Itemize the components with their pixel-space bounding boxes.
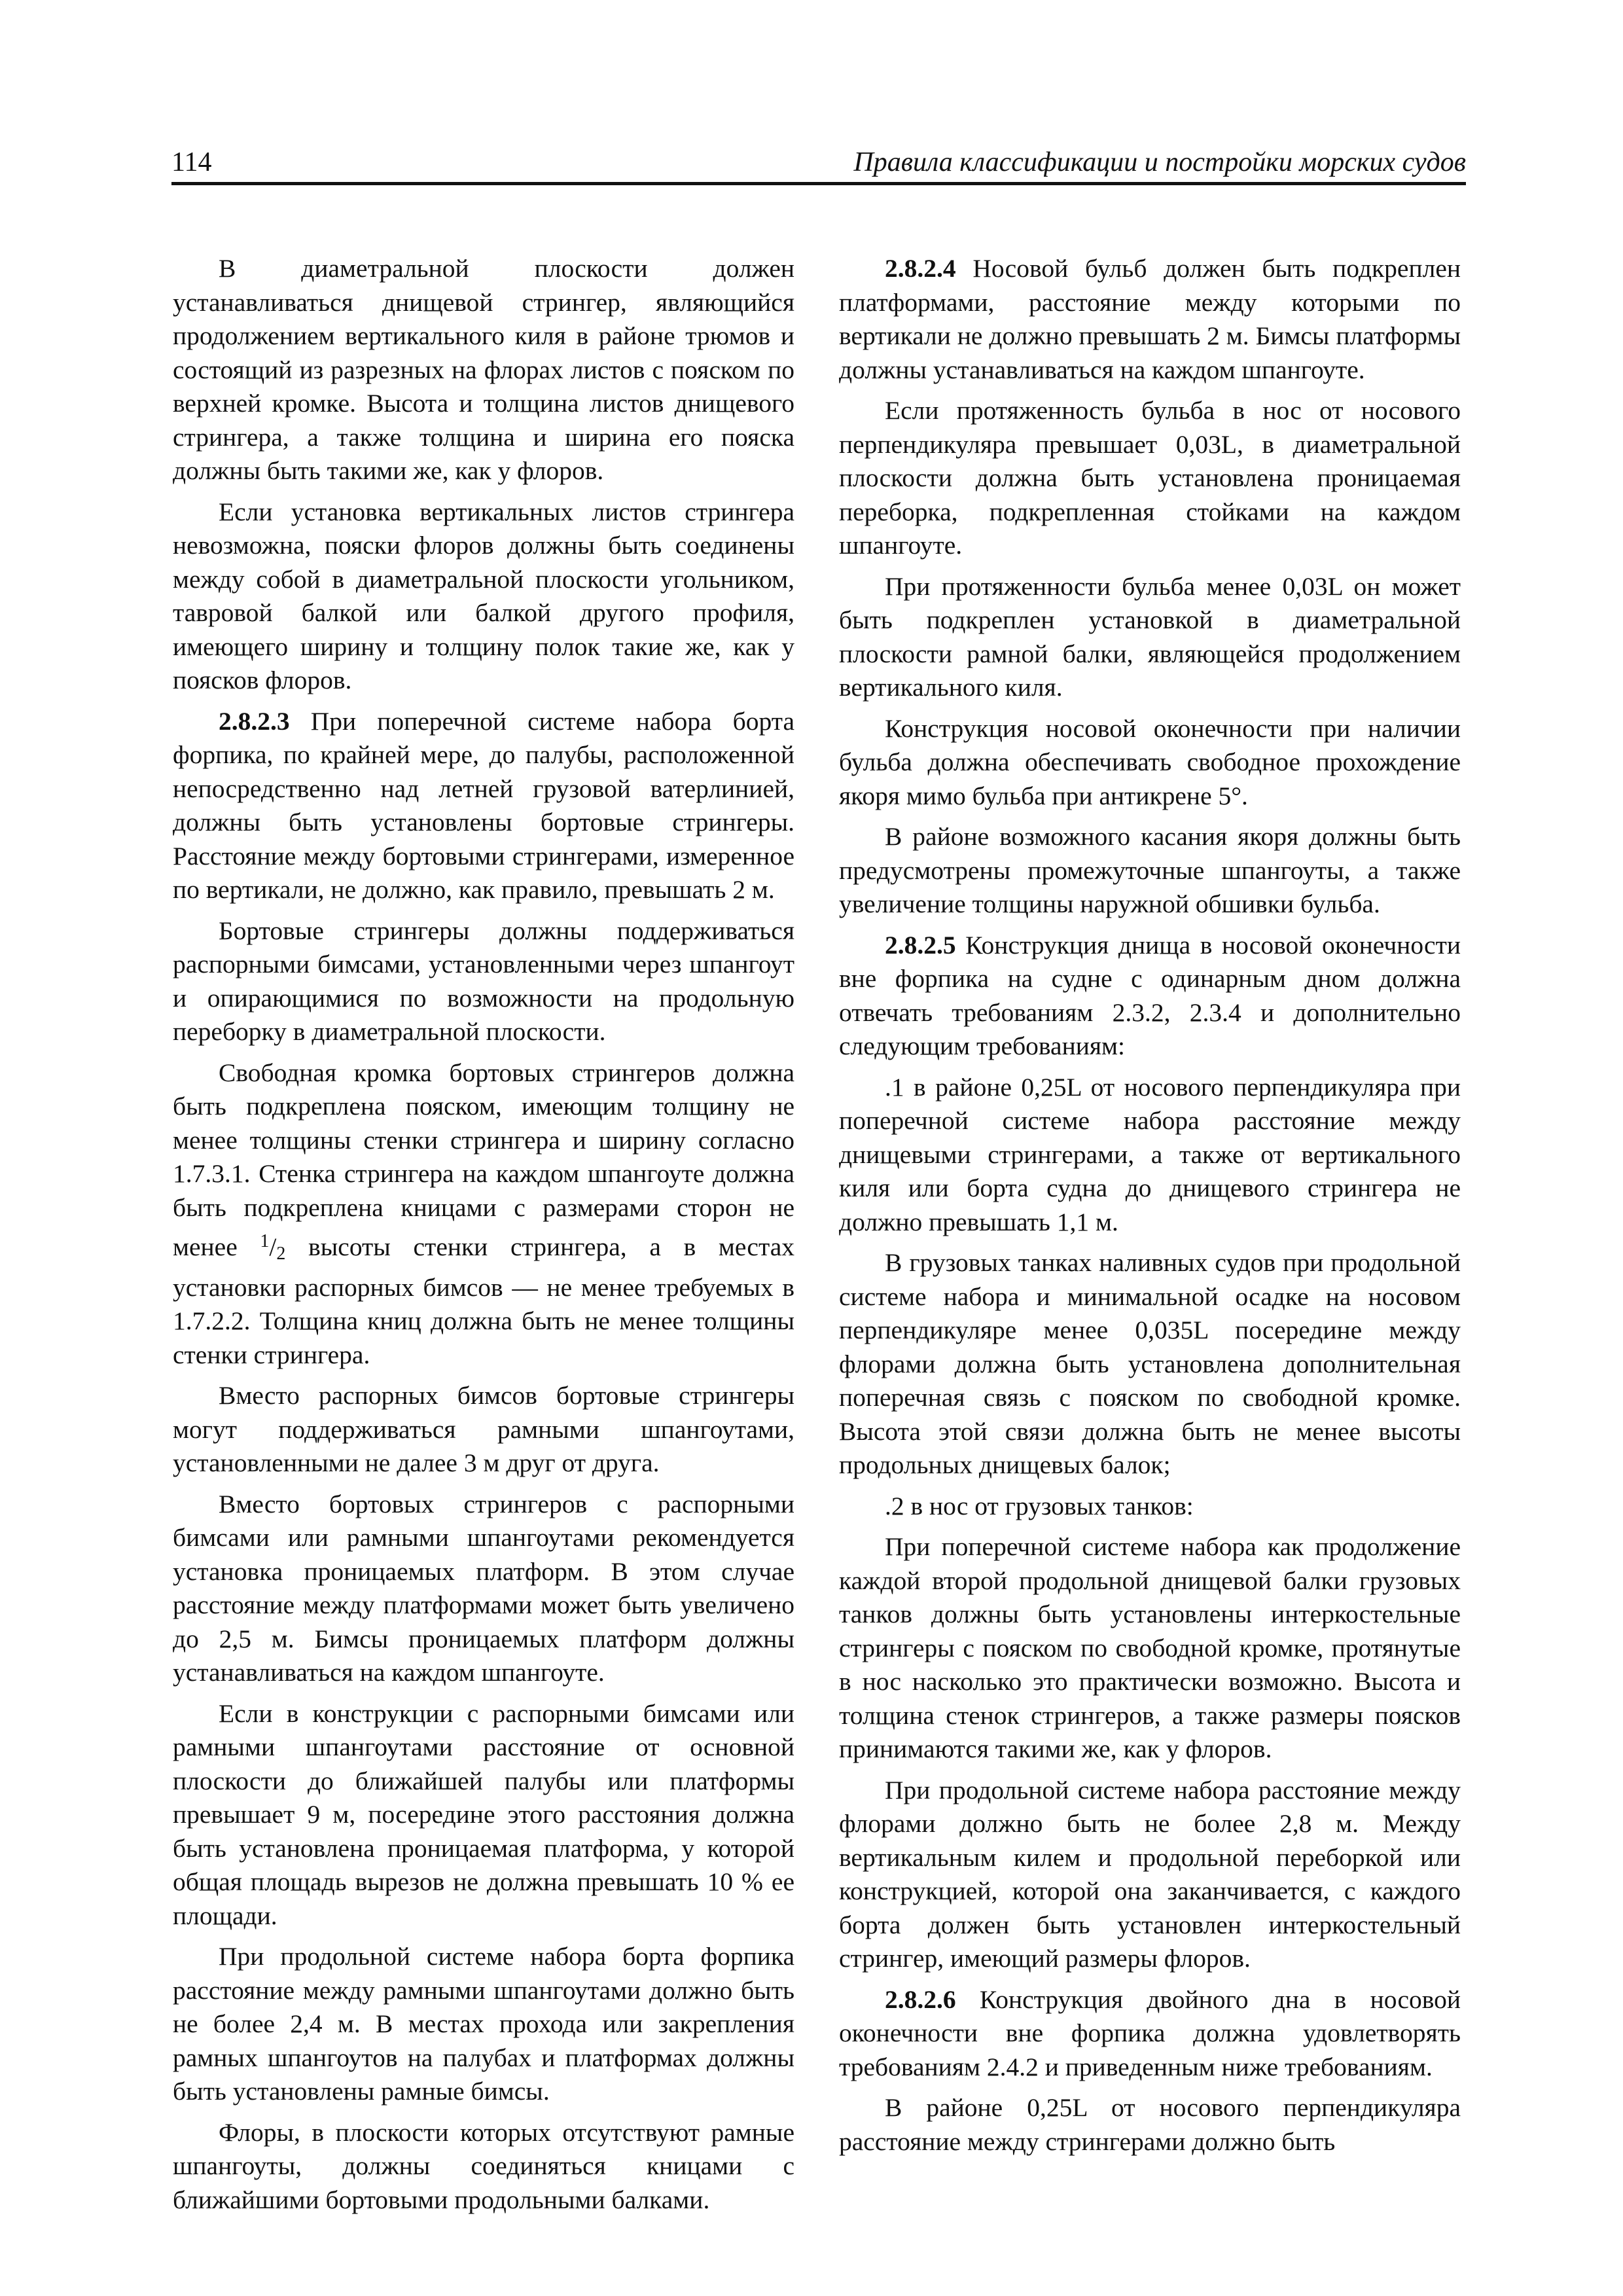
paragraph-text: Конструкция днища в носовой оконечности вне форпика на судне с одинарным дном должна отвечать требованиям 2.3.2, 2.3.4 и дополнительно следующим требованиям: — [839, 930, 1461, 1060]
paragraph: Вместо бортовых стрингеров с распорными бимсами или рамными шпангоутами рекомендуется установка проницаемых платформ. В этом случае расстояние между платформами может быть увеличено до 2,5 м. Бимсы проницаемых платформ должны устанавливаться на каждом шпангоуте. — [173, 1489, 794, 1687]
paragraph-text: высоты стенки стрингера, а в местах установки распорных бимсов — не менее требуемых в 1.7.2.2. Толщина книц должна быть не менее толщины стенки стрингера. — [173, 1232, 794, 1369]
left-column — [173, 252, 794, 2224]
paragraph: Если в конструкции с распорными бимсами или рамными шпангоутами расстояние от основной плоскости до ближайшей палубы или платформы превышает 9 м, посередине этого расстояния должна быть установлена проницаемая платформа, у которой общая площадь вырезов не должна превышать 10 % ее площади. — [173, 1698, 794, 1930]
paragraph: При поперечной системе набора как продолжение каждой второй продольной днищевой балки грузовых танков должны быть установлены интеркостельные стрингеры с пояском по свободной кромке, протянутые в нос насколько это практически возможно. Высота и толщина стенок стрингеров, а также размеры поясков принимаются такими же, как у флоров. — [839, 1532, 1461, 1763]
fraction-denominator: 2 — [276, 1244, 286, 1264]
paragraph-text: Носовой бульб должен быть подкреплен платформами, расстояние между которыми по вертикали не должно превышать 2 м. Бимсы платформы должны устанавливаться на каждом шпангоуте. — [839, 254, 1461, 384]
paragraph: При протяженности бульба менее 0,03L он может быть подкреплен установкой в диаметральной плоскости рамной балки, являющейся продолжением вертикального киля. — [839, 571, 1461, 702]
paragraph: В районе возможного касания якоря должны быть предусмотрены промежуточные шпангоуты, а также увеличение толщины наружной обшивки бульба. — [839, 822, 1461, 918]
paragraph: Флоры, в плоскости которых отсутствуют рамные шпангоуты, должны соединяться кницами с ближайшими бортовыми продольными балками. — [173, 2117, 794, 2214]
running-title: Правила классификации и постройки морских судов — [853, 147, 1466, 177]
section-number: 2.8.2.6 — [885, 1984, 956, 2014]
paragraph — [839, 929, 1461, 1064]
paragraph-text: Конструкция двойного дна в носовой оконечности вне форпика должна удовлетворять требованиям 2.4.2 и приведенным ниже требованиям. — [839, 1984, 1461, 2081]
paragraph: В грузовых танках наливных судов при продольной системе набора и минимальной осадке на носовом перпендикуляре менее 0,035L посередине между флорами должна быть установлена дополнительная поперечная связь с пояском по свободной кромке. Высота этой связи должна быть не менее высоты продольных днищевых балок; — [839, 1248, 1461, 1479]
paragraph: Если установка вертикальных листов стрингера невозможна, пояски флоров должны быть соединены между собой в диаметральной плоскости угольником, тавровой балкой или балкой другого профиля, имеющего ширину и толщину полок такие же, как у поясков флоров. — [173, 497, 794, 694]
section-number: 2.8.2.5 — [885, 930, 956, 960]
section-number: 2.8.2.3 — [219, 706, 290, 736]
fraction-slash: / — [269, 1232, 277, 1261]
paragraph-text: Свободная кромка бортовых стрингеров должна быть подкреплена пояском, имеющим толщину не менее толщины стенки стрингера и ширину согласно 1.7.3.1. Стенка стрингера на каждом шпангоуте должна быть подкреплена кницами с размерами сторон не менее — [173, 1058, 794, 1261]
paragraph: .1 в районе 0,25L от носового перпендикуляра при поперечной системе набора расстояние между днищевыми стрингерами, а также от вертикального киля или борта судна до днищевого стрингера не должно превышать 1,1 м. — [839, 1072, 1461, 1236]
paragraph: .2 в нос от грузовых танков: — [885, 1491, 1194, 1520]
paragraph: Вместо распорных бимсов бортовые стрингеры могут поддерживаться рамными шпангоутами, установленными не далее 3 м друг от друга. — [173, 1381, 794, 1477]
right-column — [839, 252, 1461, 2166]
paragraph: При продольной системе набора расстояние между флорами должно быть не более 2,8 м. Между вертикальным килем и продольной переборкой или конструкцией, которой она заканчивается, с каждого борта должен быть установлен интеркостельный стрингер, имеющий размеры флоров. — [839, 1775, 1461, 1973]
page-header — [171, 143, 1466, 185]
section-number: 2.8.2.4 — [885, 254, 956, 283]
paragraph — [173, 705, 794, 907]
paragraph — [839, 252, 1461, 387]
paragraph: Бортовые стрингеры должны поддерживаться распорными бимсами, установленными через шпангоут и опирающимися по возможности на продольную переборку в диаметральной плоскости. — [173, 916, 794, 1046]
fraction-numerator: 1 — [260, 1231, 270, 1251]
paragraph: При продольной системе набора борта форпика расстояние между рамными шпангоутами должно быть не более 2,4 м. В местах прохода или закрепления рамных шпангоутов на палубах и платформах должны быть установлены рамные бимсы. — [173, 1942, 794, 2106]
paragraph — [173, 1056, 794, 1372]
paragraph: Конструкция носовой оконечности при наличии бульба должна обеспечивать свободное прохождение якоря мимо бульба при антикрене 5°. — [839, 713, 1461, 810]
paragraph-text: При поперечной системе набора борта форпика, по крайней мере, до палубы, расположенной непосредственно над летней грузовой ватерлинией, должны быть установлены бортовые стрингеры. Расстояние между бортовыми стрингерами, измеренное по вертикали, не должно, как правило, превышать 2 м. — [173, 706, 794, 904]
paragraph: В диаметральной плоскости должен устанавливаться днищевой стрингер, являющийся продолжением вертикального киля в районе трюмов и состоящий из разрезных на флорах листов с пояском по верхней кромке. Высота и толщина листов днищевого стрингера, а также толщина и ширина его пояска должны быть такими же, как у флоров. — [173, 254, 794, 485]
paragraph — [839, 1983, 1461, 2085]
page-number: 114 — [171, 147, 212, 177]
paragraph: В районе 0,25L от носового перпендикуляра расстояние между стрингерами должно быть — [839, 2093, 1461, 2156]
paragraph: Если протяженность бульба в нос от носового перпендикуляра превышает 0,03L, в диаметральной плоскости должна быть установлена проницаемая переборка, подкрепленная стойками на каждом шпангоуте. — [839, 396, 1461, 560]
